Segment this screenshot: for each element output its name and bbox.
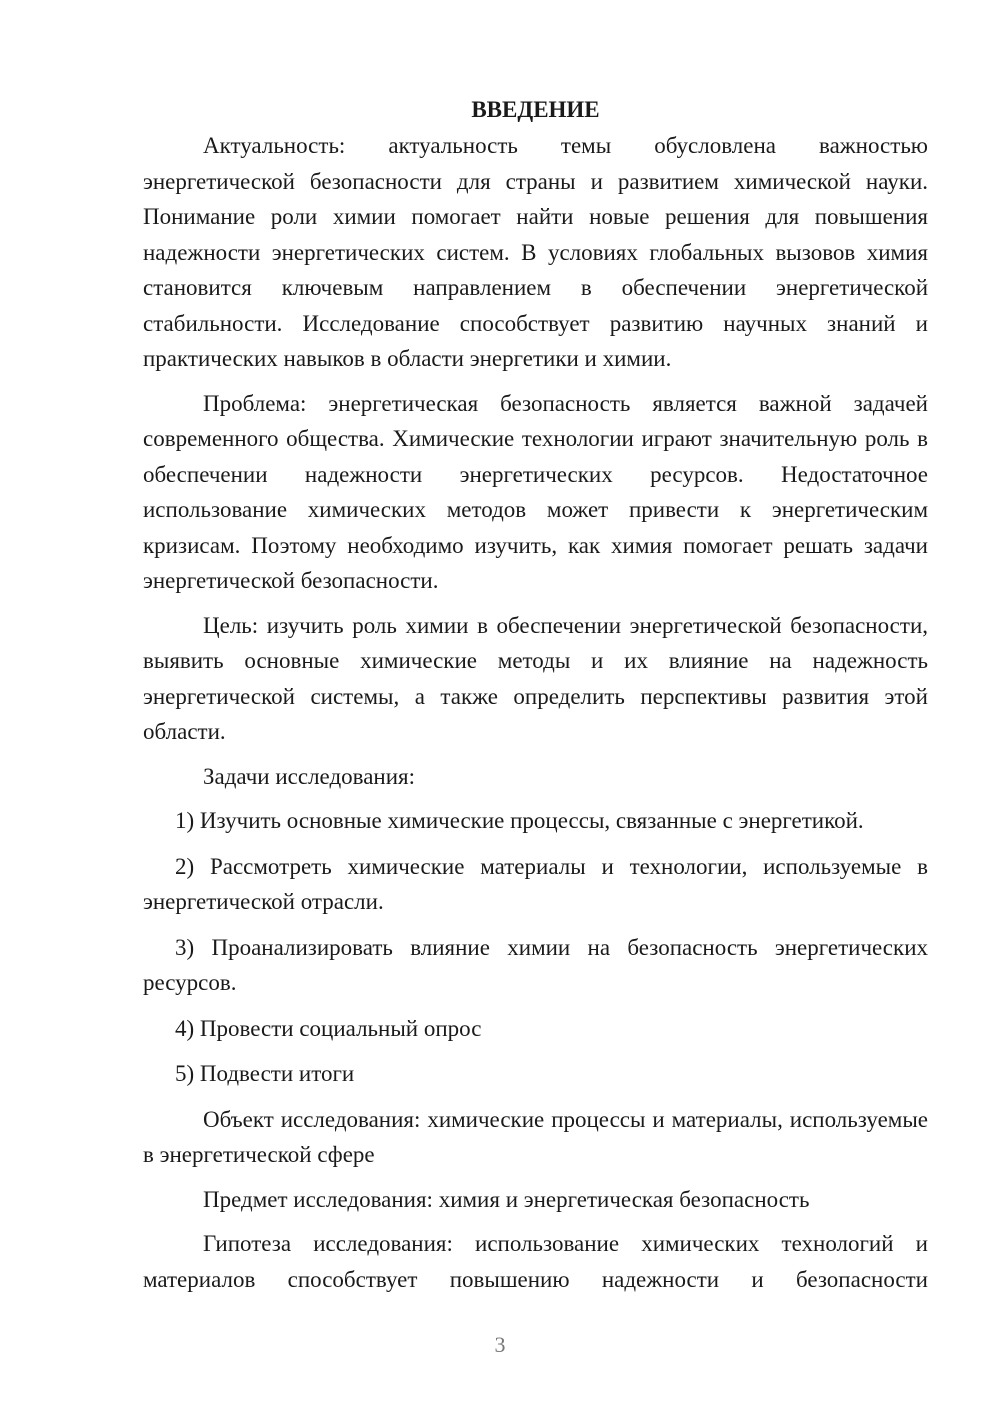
page-number: 3 <box>494 1332 506 1357</box>
task-item-2: 2) Рассмотреть химические материалы и технологии, используемые в энергетической отрасли. <box>143 853 928 914</box>
tasks-title: Задачи исследования: <box>203 763 416 789</box>
problem-paragraph: Проблема: энергетическая безопасность является важной задачей современного общества. Химические технологии играют значительную роль в обеспечении надежности энергетических ресурсов. Недостаточное использование химических методов может привести к энергетическим кризисам. Поэтому необходимо изучить, как химия помогает решать задачи энергетической безопасности. <box>143 390 928 593</box>
relevance-paragraph: Актуальность: актуальность темы обусловлена важностью энергетической безопасности для страны и развитием химической науки. Понимание роли химии помогает найти новые решения для повышения надежности энергетических систем. В условиях глобальных вызовов химия становится ключевым направлением в обеспечении энергетической стабильности. Исследование способствует развитию научных знаний и практических навыков в области энергетики и химии. <box>143 133 928 371</box>
task-item-3: 3) Проанализировать влияние химии на безопасность энергетических ресурсов. <box>143 934 928 995</box>
hypothesis-paragraph: Гипотеза исследования: использование химических технологий и материалов способствует повышению надежности и безопасности <box>143 1231 928 1292</box>
task-item-1: 1) Изучить основные химические процессы, связанные с энергетикой. <box>175 808 864 833</box>
object-paragraph: Объект исследования: химические процессы и материалы, используемые в энергетической сфере <box>143 1106 928 1167</box>
goal-paragraph: Цель: изучить роль химии в обеспечении энергетической безопасности, выявить основные химические методы и их влияние на надежность энергетической системы, а также определить перспективы развития этой области. <box>143 612 928 744</box>
subject-paragraph: Предмет исследования: химия и энергетическая безопасность <box>203 1186 810 1212</box>
task-item-5: 5) Подвести итоги <box>175 1061 355 1086</box>
section-heading: ВВЕДЕНИЕ <box>471 97 600 122</box>
document-page <box>143 92 928 1306</box>
task-item-4: 4) Провести социальный опрос <box>175 1015 482 1041</box>
